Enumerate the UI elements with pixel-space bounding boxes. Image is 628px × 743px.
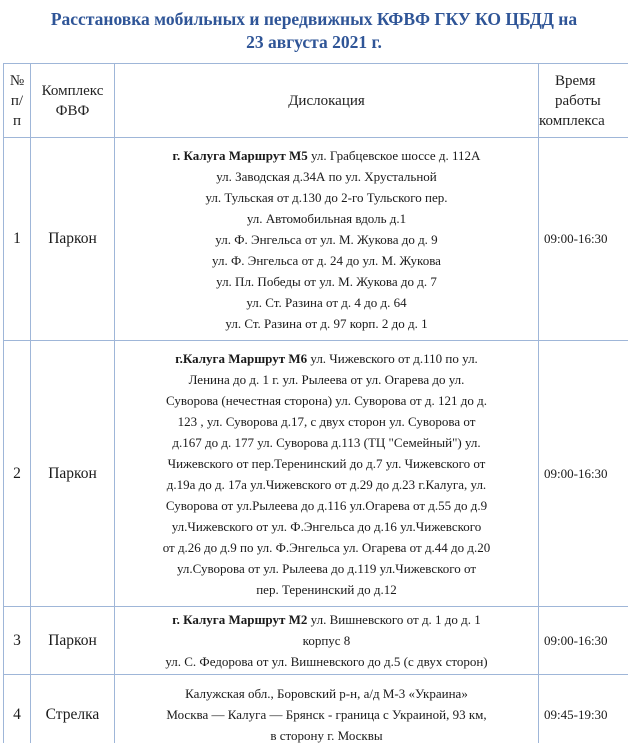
table-row bbox=[4, 138, 628, 341]
location-line: Ленина до д. 1 г. ул. Рылеева от ул. Огарева до ул. bbox=[188, 371, 465, 387]
row-number: 1 bbox=[4, 138, 31, 341]
location-cell bbox=[115, 675, 539, 743]
location-cell bbox=[115, 341, 539, 607]
location-line: ул. Тульская от д.130 до 2-го Тульского пер. bbox=[205, 189, 448, 205]
location-line: ул. Ст. Разина от д. 4 до д. 64 bbox=[246, 294, 407, 310]
route-label: г. Калуга Маршрут М5 bbox=[172, 147, 308, 163]
location-line: Суворова от ул.Рылеева до д.116 ул.Огарева от д.55 до д.9 bbox=[165, 497, 488, 513]
location-first-line bbox=[118, 609, 535, 630]
location-line: от д.26 до д.9 по ул. Ф.Энгельса ул. Огарева от д.44 до д.20 bbox=[162, 539, 491, 555]
complex-name: Паркон bbox=[31, 138, 115, 341]
document-title bbox=[0, 8, 628, 54]
location-first-line bbox=[118, 145, 535, 166]
location-text: ул. Вишневского от д. 1 до д. 1 bbox=[307, 612, 481, 627]
header-time: Время работы комплекса bbox=[539, 64, 628, 138]
title-line-2: 23 августа 2021 г. bbox=[246, 32, 382, 52]
location-cell bbox=[115, 607, 539, 675]
header-complex: Комплекс ФВФ bbox=[31, 64, 115, 138]
row-number: 2 bbox=[4, 341, 31, 607]
location-line: Суворова (нечестная сторона) ул. Суворова от д. 121 до д. bbox=[166, 392, 487, 408]
route-label: г. Калуга Маршрут М2 bbox=[172, 612, 308, 627]
location-line: ул. С. Федорова от ул. Вишневского до д.5 (с двух сторон) bbox=[165, 654, 488, 669]
location-line: д.19а до д. 17а ул.Чижевского от д.29 до д.23 г.Калуга, ул. bbox=[166, 476, 487, 492]
location-text: ул. Чижевского от д.110 по ул. bbox=[307, 350, 478, 366]
table-row bbox=[4, 675, 628, 743]
complex-name: Стрелка bbox=[31, 675, 115, 743]
location-line: в сторону г. Москвы bbox=[270, 728, 383, 743]
location-cell bbox=[115, 138, 539, 341]
work-time: 09:45-19:30 bbox=[539, 675, 628, 743]
work-time: 09:00-16:30 bbox=[539, 607, 628, 675]
route-label: г.Калуга Маршрут М6 bbox=[175, 350, 308, 366]
location-line: пер. Теренинский до д.12 bbox=[256, 581, 397, 597]
location-line: д.167 до д. 177 ул. Суворова д.113 (ТЦ "Семейный") ул. bbox=[172, 434, 481, 450]
location-text: ул. Грабцевское шоссе д. 112А bbox=[307, 147, 481, 163]
schedule-table bbox=[3, 63, 628, 743]
location-line: ул.Чижевского от ул. Ф.Энгельса до д.16 ул.Чижевского bbox=[171, 518, 482, 534]
location-text: Калужская обл., Боровский р-н, а/д М-3 «Украина» bbox=[185, 686, 468, 701]
header-num: № п/ п bbox=[4, 64, 31, 138]
location-line: Чижевского от пер.Теренинский до д.7 ул. Чижевского от bbox=[167, 455, 486, 471]
title-line-1: Расстановка мобильных и передвижных КФВФ ГКУ КО ЦБДД на bbox=[50, 9, 578, 29]
header-location: Дислокация bbox=[115, 64, 539, 138]
location-line: корпус 8 bbox=[302, 633, 351, 648]
table-header-row bbox=[4, 64, 628, 138]
location-line: ул.Суворова от ул. Рылеева до д.119 ул.Чижевского от bbox=[176, 560, 477, 576]
work-time: 09:00-16:30 bbox=[539, 341, 628, 607]
complex-name: Паркон bbox=[31, 607, 115, 675]
location-line: ул. Ст. Разина от д. 97 корп. 2 до д. 1 bbox=[225, 315, 428, 331]
row-number: 3 bbox=[4, 607, 31, 675]
table-row bbox=[4, 607, 628, 675]
location-line: ул. Ф. Энгельса от д. 24 до ул. М. Жукова bbox=[212, 252, 441, 268]
location-line: ул. Ф. Энгельса от ул. М. Жукова до д. 9 bbox=[215, 231, 438, 247]
location-line: ул. Автомобильная вдоль д.1 bbox=[246, 210, 407, 226]
location-first-line bbox=[118, 348, 535, 369]
location-line: 123 , ул. Суворова д.17, с двух сторон ул. Суворова от bbox=[177, 413, 476, 429]
location-line: ул. Пл. Победы от ул. М. Жукова до д. 7 bbox=[216, 273, 437, 289]
location-line: ул. Заводская д.34А по ул. Хрустальной bbox=[216, 168, 437, 184]
work-time: 09:00-16:30 bbox=[539, 138, 628, 341]
row-number: 4 bbox=[4, 675, 31, 743]
location-first-line bbox=[118, 683, 535, 704]
table-row bbox=[4, 341, 628, 607]
location-line: Москва — Калуга — Брянск - граница с Украиной, 93 км, bbox=[166, 707, 487, 722]
complex-name: Паркон bbox=[31, 341, 115, 607]
